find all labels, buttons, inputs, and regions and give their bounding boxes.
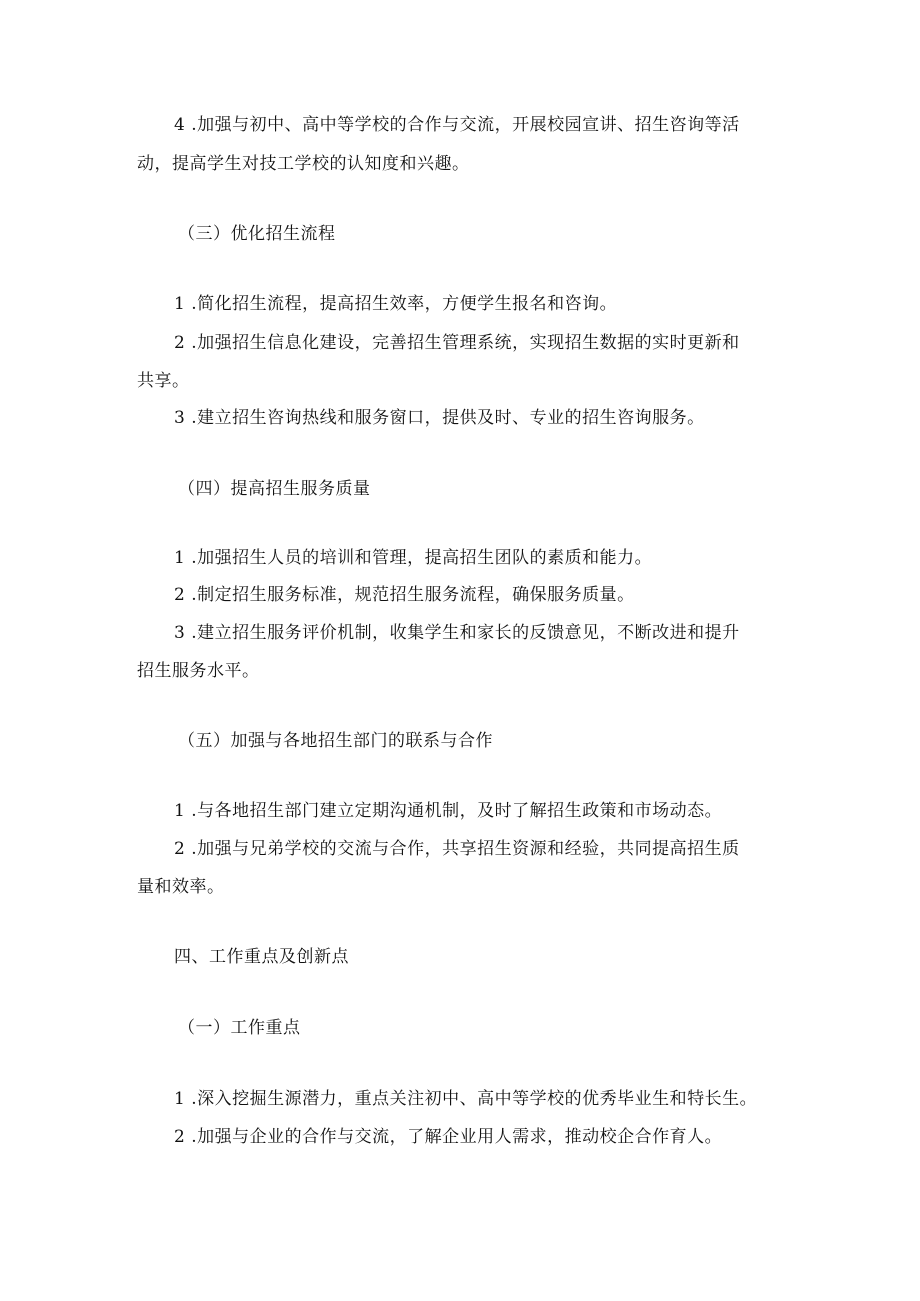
section-heading: （五）加强与各地招生部门的联系与合作 — [178, 731, 493, 751]
section-heading: （一）工作重点 — [178, 1018, 301, 1038]
section-heading: （四）提高招生服务质量 — [178, 479, 371, 499]
section-heading: （三）优化招生流程 — [178, 224, 336, 244]
paragraph-line: 共享。 — [137, 371, 190, 391]
paragraph-line: 1 .与各地招生部门建立定期沟通机制，及时了解招生政策和市场动态。 — [174, 801, 723, 821]
paragraph-line: 2 .制定招生服务标准，规范招生服务流程，确保服务质量。 — [174, 585, 635, 605]
paragraph-line: 2 .加强与企业的合作与交流，了解企业用人需求，推动校企合作育人。 — [174, 1127, 723, 1147]
paragraph-line: 4 .加强与初中、高中等学校的合作与交流，开展校园宣讲、招生咨询等活 — [174, 115, 740, 135]
paragraph-line: 动，提高学生对技工学校的认知度和兴趣。 — [137, 154, 470, 174]
paragraph-line: 1 .简化招生流程，提高招生效率，方便学生报名和咨询。 — [174, 294, 618, 314]
paragraph-line: 量和效率。 — [137, 877, 225, 897]
paragraph-line: 2 .加强招生信息化建设，完善招生管理系统，实现招生数据的实时更新和 — [174, 333, 740, 353]
paragraph-line: 招生服务水平。 — [137, 661, 260, 681]
paragraph-line: 1 .深入挖掘生源潜力，重点关注初中、高中等学校的优秀毕业生和特长生。 — [174, 1089, 758, 1109]
chapter-heading: 四、工作重点及创新点 — [174, 947, 349, 967]
paragraph-line: 3 .建立招生咨询热线和服务窗口，提供及时、专业的招生咨询服务。 — [174, 408, 705, 428]
paragraph-line: 1 .加强招生人员的培训和管理，提高招生团队的素质和能力。 — [174, 548, 653, 568]
paragraph-line: 3 .建立招生服务评价机制，收集学生和家长的反馈意见，不断改进和提升 — [174, 623, 740, 643]
paragraph-line: 2 .加强与兄弟学校的交流与合作，共享招生资源和经验，共同提高招生质 — [174, 839, 740, 859]
